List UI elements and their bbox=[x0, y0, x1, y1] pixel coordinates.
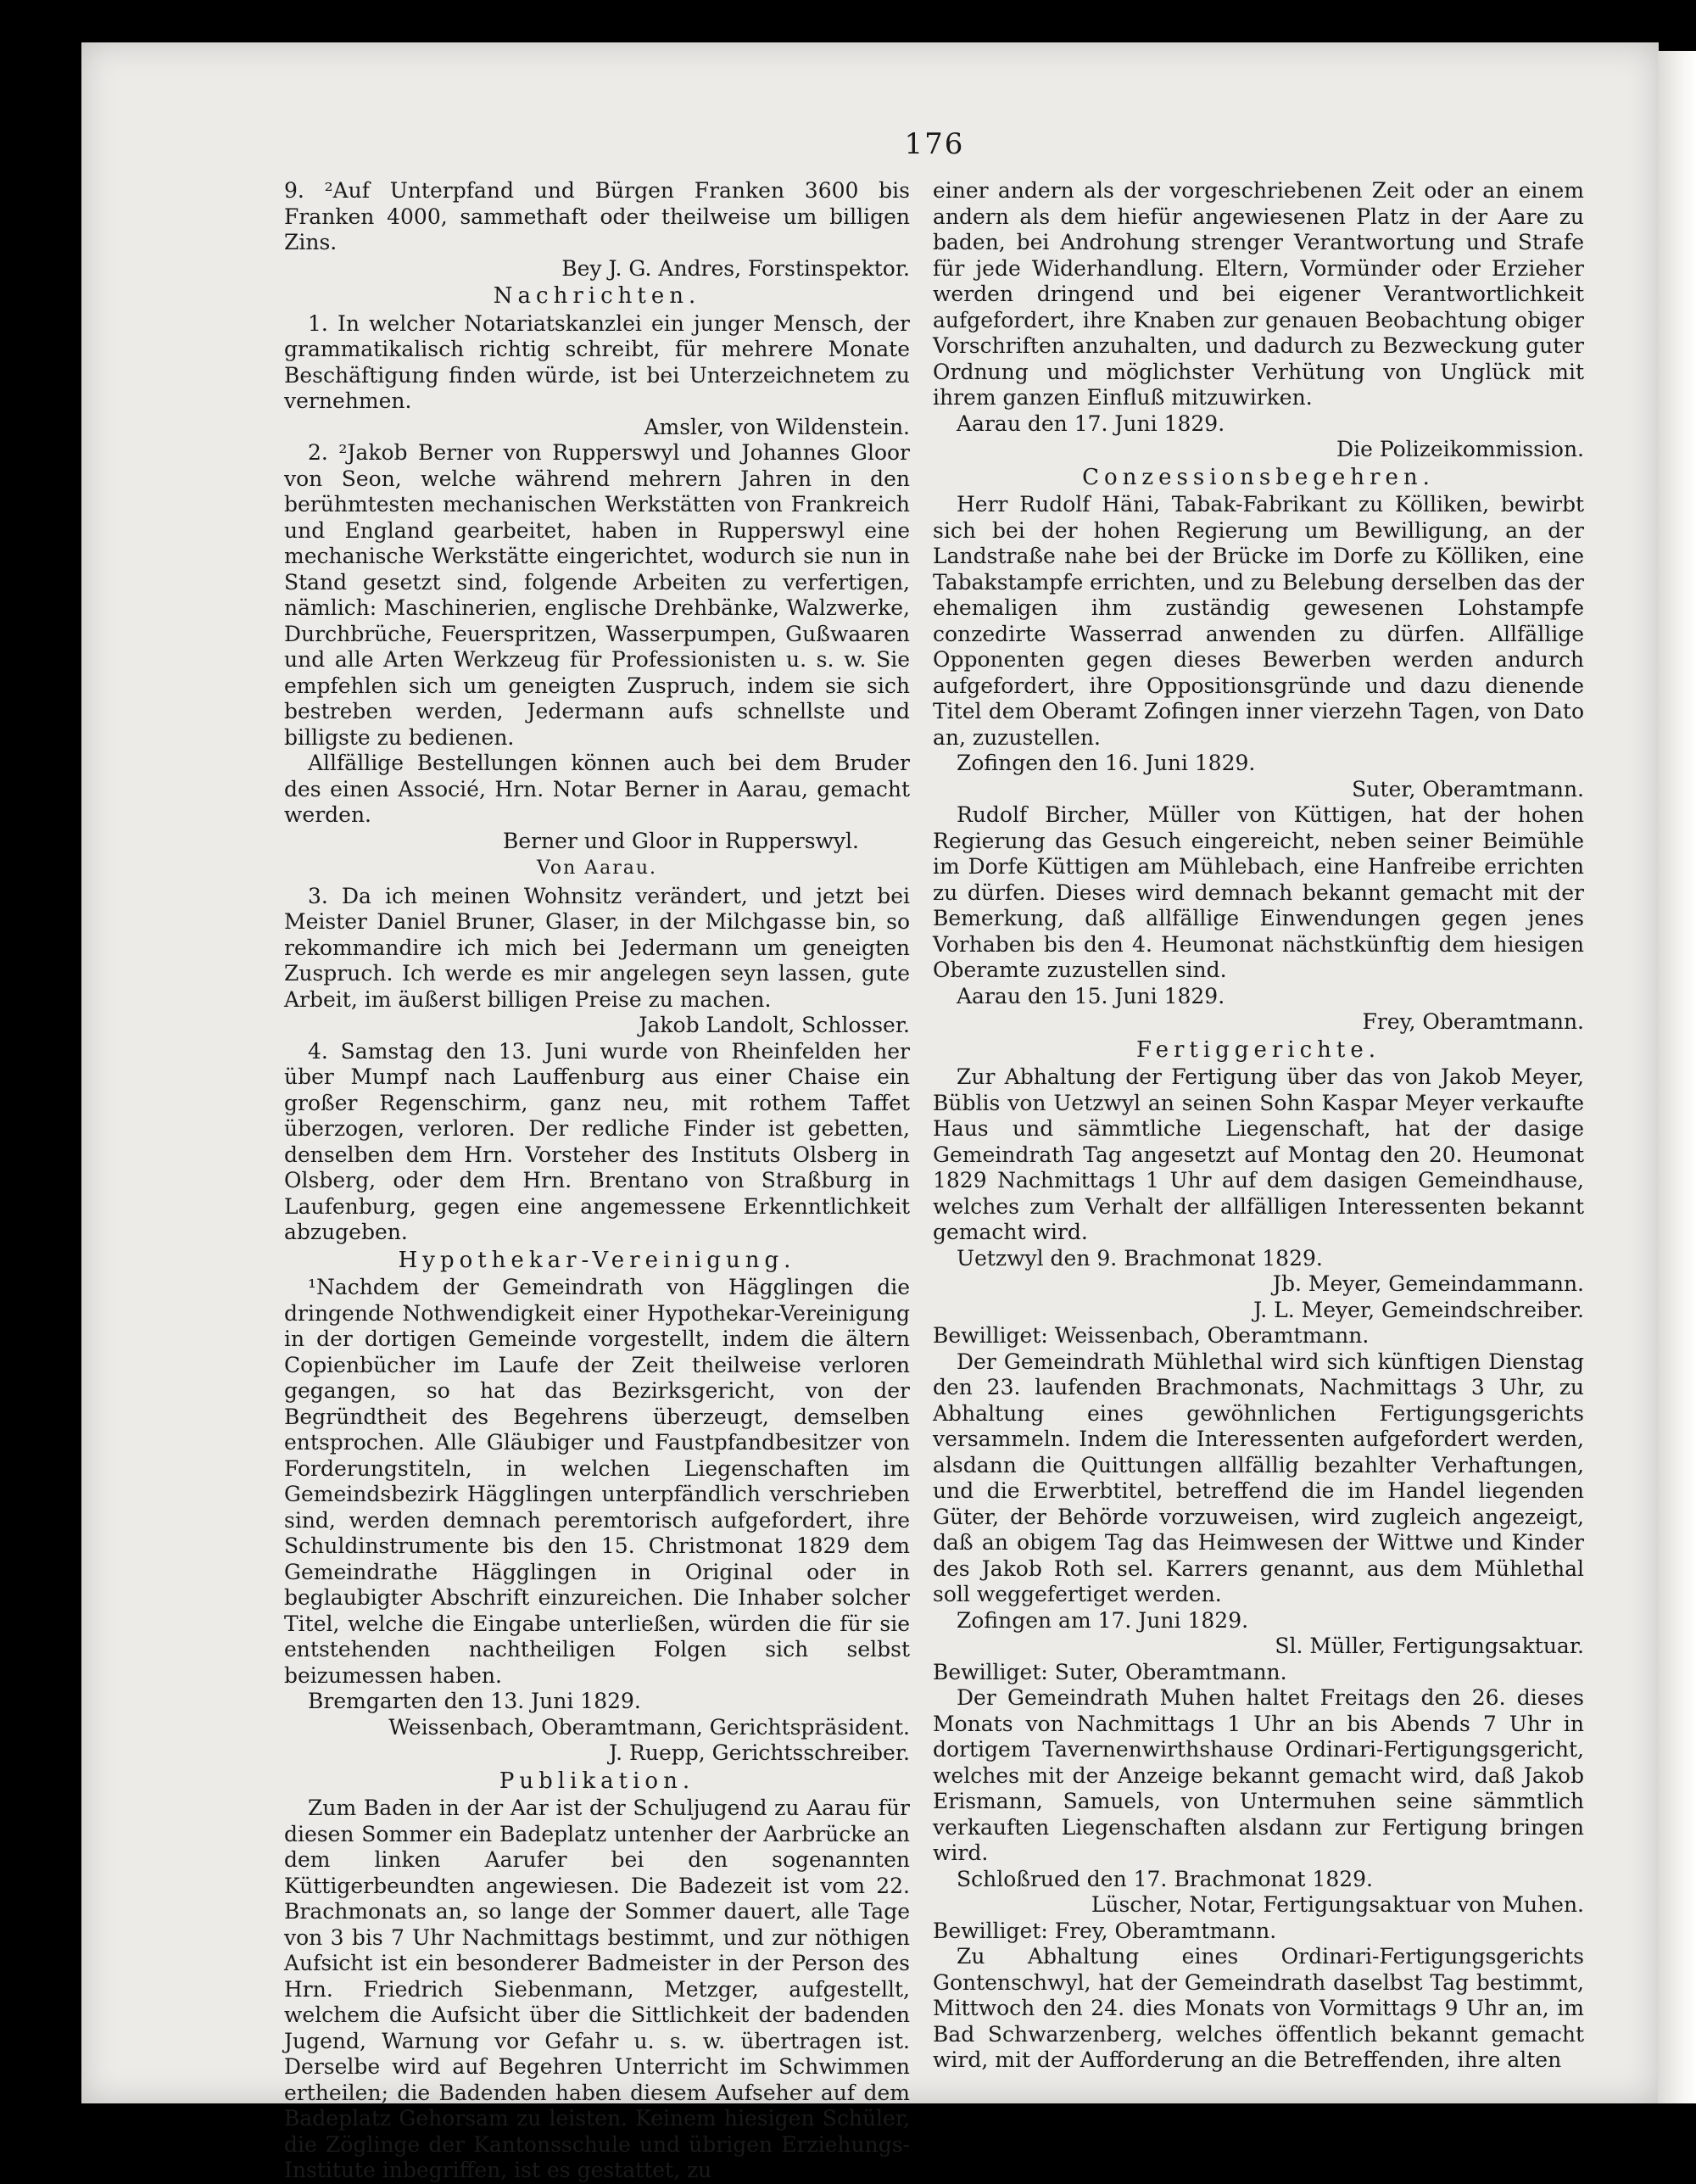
fertig-4-text: Zu Abhaltung eines Ordinari-Fertigungsgerichts Gontenschwyl, hat der Gemeindrath daselbst Tag bestimmt, Mittwoch den 24. dies Monats von Vormittags 9 Uhr an, im Bad Schwarzenberg, welches öffentlich bekannt gemacht wird, mit der Aufforderung an die Betreffenden, ihre alten bbox=[933, 1944, 1584, 2072]
notice-4: 4. Samstag den 13. Juni wurde von Rheinfelden her über Mumpf nach Lauffenburg aus einer Chaise ein großer Regenschirm, ganz neu, mit rothem Taffet überzogen, verloren. Der redliche Finder ist gebetten, denselben dem Hrn. Vorsteher des Instituts Olsberg in Olsberg, oder dem Hrn. Brentano von Straßburg in Laufenburg, gegen eine angemessene Erkenntlichkeit abzugeben. bbox=[284, 1038, 910, 1244]
fertig-3-approval: Bewilliget: Frey, Oberamtmann. bbox=[933, 1918, 1277, 1943]
haeni-text: Herr Rudolf Häni, Tabak-Fabrikant zu Kölliken, bewirbt sich bei der hohen Regierung um Bewilligung, an der Landstraße nahe bei der Brücke im Dorfe zu Kölliken, eine Tabakstampfe errichten, und zu Belebung derselben das der ehemaligen ihm zuständig gewesenen Lohstampfe conzedirte Wasserrad anwenden zu dürfen. Allfällige Opponenten gegen dieses Bewerben werden andurch aufgefordert, ihre Oppositionsgründe und dazu dienende Titel dem Oberamt Zofingen inner vierzehn Tagen, von Dato an, zuzustellen. bbox=[933, 492, 1584, 750]
notice-2-signature: Berner und Gloor in Rupperswyl. bbox=[502, 828, 859, 853]
publikation-text: Zum Baden in der Aar ist der Schuljugend zu Aarau für diesen Sommer ein Badeplatz untenher der Aarbrücke an dem linken Aarufer bei den sogenannten Küttigerbeundten angewiesen. Die Badezeit ist vom 22. Brachmonats an, so lange der Sommer dauert, alle Tage von 3 bis 7 Uhr Nachmittags bestimmt, und zur nöthigen Aufsicht ist ein besonderer Badmeister in der Person des Hrn. Friedrich Siebenmann, Metzger, aufgestellt, welchem die Aufsicht über die Sittlichkeit der badenden Jugend, Warnung vor Gefahr u. s. w. übertragen ist. Derselbe wird auf Begehren Unterricht im Schwimmen ertheilen; die Badenden haben diesem Aufseher auf dem Badeplatz Gehorsam zu leisten. Keinem hiesigen Schüler, die Zöglinge der Kantonsschule und übrigen Erziehungs-Institute inbegriffen, ist es gestattet, zu bbox=[284, 1796, 910, 2182]
left-column bbox=[284, 178, 910, 2184]
right-column bbox=[933, 178, 1584, 2074]
notice-1: 1. In welcher Notariatskanzlei ein junger Mensch, der grammatikalisch richtig schreibt, für mehrere Monate Beschäftigung finden würde, ist bei Unterzeichnetem zu vernehmen. bbox=[284, 310, 910, 413]
fertig-1-signature-2: J. L. Meyer, Gemeindschreiber. bbox=[1253, 1297, 1584, 1322]
fertig-2-signature: Sl. Müller, Fertigungsaktuar. bbox=[1275, 1634, 1584, 1658]
publikation-signature: Die Polizeikommission. bbox=[1336, 437, 1584, 461]
fertig-2-approval: Bewilliget: Suter, Oberamtmann. bbox=[933, 1659, 1287, 1684]
fertig-3-text: Der Gemeindrath Muhen haltet Freitags den 26. dieses Monats von Nachmittags 1 Uhr an bis Abends 7 Uhr in dortigem Tavernenwirthshause Ordinari-Fertigungsgericht, welches mit der Anzeige bekannt gemacht wird, daß Jakob Erismann, Samuels, von Untermuhen seine sämmtlich verkauften Liegenschaften alsdann zur Fertigung bringen wird. bbox=[933, 1685, 1584, 1865]
bircher-text: Rudolf Bircher, Müller von Küttigen, hat der hohen Regierung das Gesuch eingereicht, neben seiner Beimühle im Dorfe Küttigen am Mühlebach, eine Hanfreibe errichten zu dürfen. Dieses wird demnach bekannt gemacht mit der Bemerkung, daß allfällige Einwendungen gegen jenes Vorhaben bis den 4. Heumonat nächstkünftig dem hiesigen Oberamte zuzustellen sind. bbox=[933, 802, 1584, 982]
ad-9: 9. ²Auf Unterpfand und Bürgen Franken 3600 bis Franken 4000, sammethaft oder theilweise um billigen Zins. bbox=[284, 178, 910, 254]
fertig-1-approval: Bewilliget: Weissenbach, Oberamtmann. bbox=[933, 1323, 1370, 1348]
fertig-2-place: Zofingen am 17. Juni 1829. bbox=[957, 1607, 1249, 1633]
ad-9-signature: Bey J. G. Andres, Forstinspektor. bbox=[561, 255, 910, 281]
haeni-signature: Suter, Oberamtmann. bbox=[1352, 776, 1584, 802]
page-number: 176 bbox=[904, 127, 965, 161]
publikation-continued: einer andern als der vorgeschriebenen Zeit oder an einem andern als dem hiefür angewiesenen Platz in der Aare zu baden, bei Androhung strenger Verantwortung und Strafe für jede Widerhandlung. Eltern, Vormünder oder Erzieher werden dringend und bei eigener Verantwortlichkeit aufgefordert, ihre Knaben zur genauen Beobachtung obiger Vorschriften anzuhalten, und dadurch zu Bezweckung guter Ordnung und möglichster Verhütung von Unglück mit ihrem ganzen Einfluß mitzuwirken. bbox=[933, 178, 1584, 410]
fertig-3-signature: Lüscher, Notar, Fertigungsaktuar von Muhen. bbox=[1091, 1892, 1584, 1917]
notice-2: 2. ²Jakob Berner von Rupperswyl und Johannes Gloor von Seon, welche während mehrern Jahren in den berühmtesten mechanischen Werkstätten von Frankreich und England gearbeitet, haben in Rupperswyl eine mechanische Werkstätte eingerichtet, wodurch sie nun in Stand gesetzt sind, folgende Arbeiten zu verfertigen, nämlich: Maschinerien, englische Drehbänke, Walzwerke, Durchbrüche, Feuerspritzen, Wasserpumpen, Gußwaaren und alle Arten Werkzeug für Professionisten u. s. w. Sie empfehlen sich um geneigten Zuspruch, indem sie sich bestreben werden, Jedermann aufs schnellste und billigste zu bedienen. bbox=[284, 440, 910, 750]
fertig-1-signature-1: Jb. Meyer, Gemeindammann. bbox=[1272, 1271, 1584, 1296]
heading-nachrichten: Nachrichten. bbox=[493, 283, 701, 309]
bircher-signature: Frey, Oberamtmann. bbox=[1362, 1009, 1584, 1034]
haeni-place: Zofingen den 16. Juni 1829. bbox=[957, 751, 1256, 775]
bircher-place: Aarau den 15. Juni 1829. bbox=[957, 983, 1225, 1008]
publikation-place: Aarau den 17. Juni 1829. bbox=[957, 411, 1225, 436]
heading-hypothekar: Hypothekar-Vereinigung. bbox=[398, 1247, 796, 1273]
fertig-2-text: Der Gemeindrath Mühlethal wird sich künftigen Dienstag den 23. laufenden Brachmonats, Nachmittags 3 Uhr, zu Abhaltung eines gewöhnlichen Fertigungsgerichts versammeln. Indem die Interessenten aufgefordert werden, alsdann die Quittungen allfällig bezahlter Verhaftungen, und die Erwerbtitel, betreffend die im Handel liegenden Güter, der Behörde vorzuweisen, wird zugleich angezeigt, daß an obigem Tag das Heimwesen der Wittwe und Kinder des Jakob Roth sel. Karrers genannt, aus dem Mühlethal soll weggefertiget werden. bbox=[933, 1349, 1584, 1606]
notice-1-signature: Amsler, von Wildenstein. bbox=[644, 414, 910, 439]
notice-3-signature: Jakob Landolt, Schlosser. bbox=[639, 1013, 910, 1037]
hypothek-signature-2: J. Ruepp, Gerichtsschreiber. bbox=[609, 1740, 910, 1765]
next-page-edge bbox=[1658, 51, 1696, 2103]
heading-konzession: Conzessionsbegehren. bbox=[1082, 464, 1435, 490]
heading-publikation: Publikation. bbox=[499, 1768, 695, 1794]
fertig-3-place: Schloßrued den 17. Brachmonat 1829. bbox=[957, 1866, 1373, 1891]
heading-fertiggerichte: Fertiggerichte. bbox=[1135, 1036, 1381, 1063]
fertig-1-place: Uetzwyl den 9. Brachmonat 1829. bbox=[957, 1245, 1323, 1271]
notice-3: 3. Da ich meinen Wohnsitz verändert, und jetzt bei Meister Daniel Bruner, Glaser, in der Milchgasse bin, so rekommandire ich mich bei Jedermann um geneigten Zuspruch. Ich werde es mir angelegen seyn lassen, gute Arbeit, im äußerst billigen Preise zu machen. bbox=[284, 883, 910, 1012]
fertig-1-text: Zur Abhaltung der Fertigung über das von Jakob Meyer, Büblis von Uetzwyl an seinen Sohn Kaspar Meyer verkaufte Haus und sämmtliche Liegenschaft, hat der dasige Gemeindrath Tag angesetzt auf Montag den 20. Heumonat 1829 Nachmittags 1 Uhr auf dem dasigen Gemeindhause, welches zum Verhalt der allfälligen Interessenten bekannt gemacht wird. bbox=[933, 1064, 1584, 1244]
heading-von-aarau: Von Aarau. bbox=[536, 857, 658, 879]
hypothek-signature-1: Weissenbach, Oberamtmann, Gerichtspräsident. bbox=[388, 1714, 910, 1740]
hypothek-text: ¹Nachdem der Gemeindrath von Hägglingen die dringende Nothwendigkeit einer Hypothekar-Vereinigung in der dortigen Gemeinde vorgestellt, indem die ältern Copienbücher im Laufe der Zeit theilweise verloren gegangen, so hat das Bezirksgericht, von der Begründtheit des Begehrens überzeugt, demselben entsprochen. Alle Gläubiger und Faustpfandbesitzer von Forderungstiteln, in welchen Liegenschaften im Gemeindsbezirk Hägglingen unterpfändlich verschrieben sind, werden demnach peremtorisch aufgefordert, ihre Schuldinstrumente bis den 15. Christmonat 1829 dem Gemeindrathe Hägglingen in Original oder in beglaubigter Abschrift einzureichen. Die Inhaber solcher Titel, welche die Eingabe unterließen, würden die für sie entstehenden nachtheiligen Folgen sich selbst beizumessen haben. bbox=[284, 1275, 910, 1688]
hypothek-place: Bremgarten den 13. Juni 1829. bbox=[308, 1689, 641, 1713]
notice-2-addendum: Allfällige Bestellungen können auch bei dem Bruder des einen Associé, Hrn. Notar Berner in Aarau, gemacht werden. bbox=[284, 751, 910, 827]
